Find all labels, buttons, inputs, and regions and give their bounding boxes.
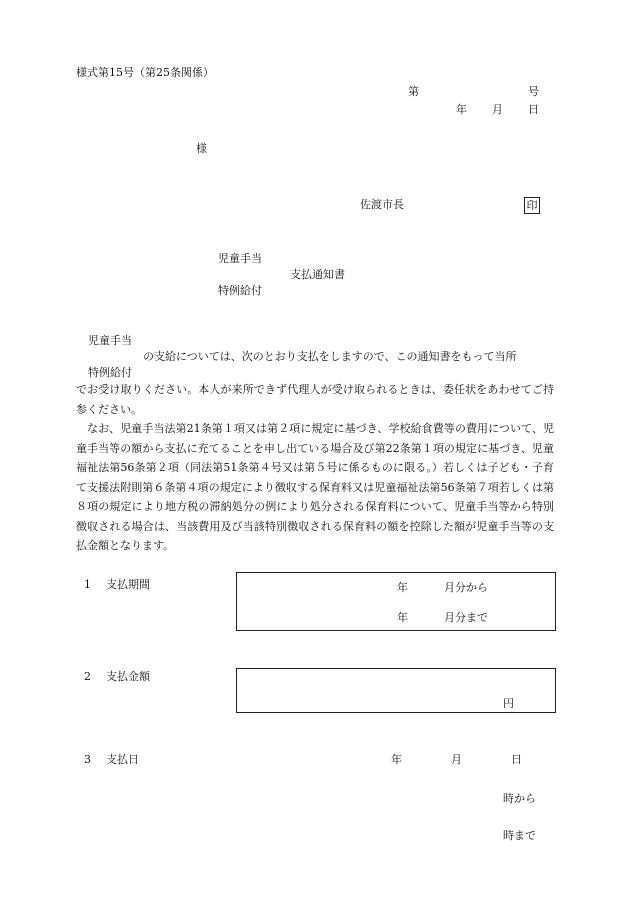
period-year-1: 年 [397, 581, 408, 594]
item-2-label: 支払金額 [106, 670, 150, 683]
issuer-name: 佐渡市長 [360, 198, 404, 211]
item-3-label: 支払日 [106, 753, 139, 766]
item-1-number: 1 [84, 578, 91, 591]
intro-continuation: でお受け取りください。本人が来所できず代理人が受け取られるときは、委任状をあわせてご持参ください。 [76, 383, 554, 416]
date-month-label: 月 [492, 103, 503, 116]
time-from: 時から [503, 792, 536, 805]
period-to: 月分まで [444, 611, 488, 624]
time-to: 時まで [503, 829, 536, 842]
number-suffix: 号 [528, 85, 539, 98]
title-line-2: 支払通知書 [290, 268, 345, 281]
date-year-label: 年 [456, 103, 467, 116]
title-line-3: 特例給付 [218, 284, 262, 297]
item-2-number: 2 [84, 670, 91, 683]
period-from: 月分から [444, 581, 488, 594]
title-line-1: 児童手当 [218, 252, 262, 265]
intro-bottom-word: 特例給付 [88, 366, 132, 379]
seal-box: 印 [524, 197, 540, 214]
date-month: 月 [451, 753, 462, 766]
intro-top-word: 児童手当 [88, 334, 132, 347]
period-box [236, 572, 556, 631]
period-year-2: 年 [397, 611, 408, 624]
form-label: 様式第15号（第25条関係） [76, 66, 214, 79]
item-3-number: 3 [84, 753, 91, 766]
date-year: 年 [391, 753, 402, 766]
amount-unit: 円 [503, 697, 514, 710]
date-day-label: 日 [528, 103, 539, 116]
item-1-label: 支払期間 [106, 578, 150, 591]
number-prefix: 第 [408, 85, 419, 98]
note-paragraph: なお、児童手当法第21条第１項又は第２項に規定に基づき、学校給食費等の費用について、児童手当等の額から支払に充てることを申し出ている場合及び第22条第１項の規定に基づき、児童福祉法第56条第２項（同法第51条第４号又は第５号に係るものに限る。）若しくは子ども・子育て支援法附則第６条第４項の規定により徴収する保育料又は児童福祉法第56条第７項若しくは第８項の規定により地方税の滞納処分の例により処分される保育料について、児童手当等から特別徴収される場合は、当該費用及び当該特別徴収される保育料の額を控除した額が児童手当等の支払金額となります。 [76, 422, 554, 552]
date-day: 日 [511, 753, 522, 766]
intro-main-text: の支給については、次のとおり支払をしますので、この通知書をもって当所 [143, 350, 517, 363]
recipient-honorific: 様 [196, 142, 207, 155]
